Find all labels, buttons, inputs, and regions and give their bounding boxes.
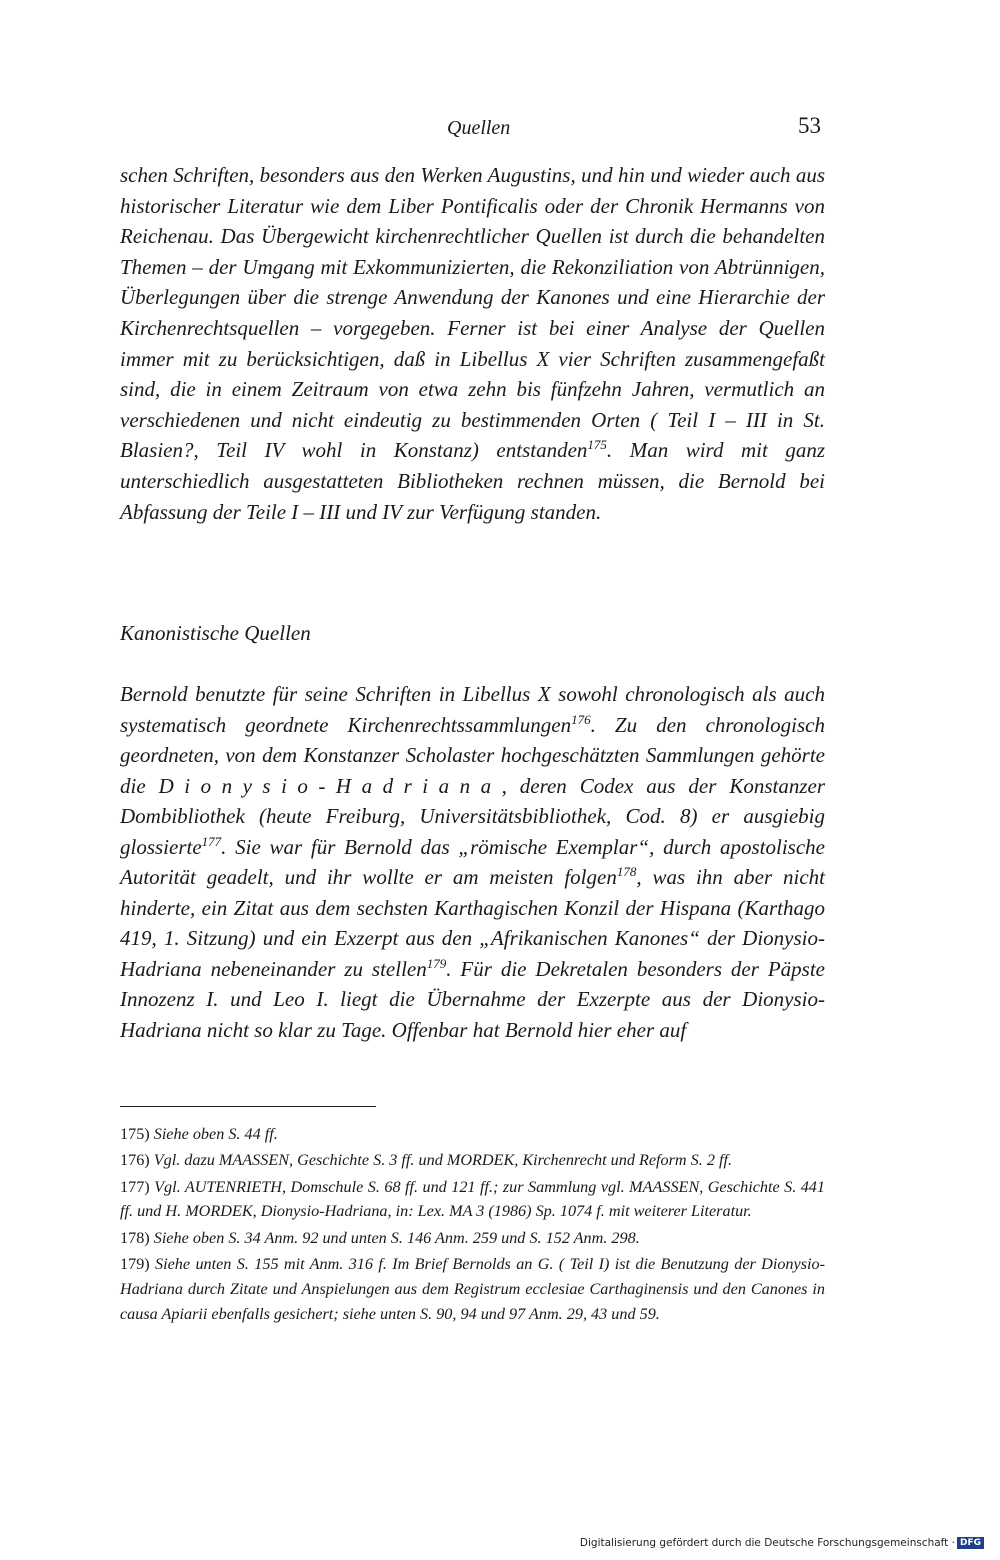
footnote-ref-177[interactable]: 177 [201, 833, 222, 849]
dfg-logo: DFG [957, 1537, 984, 1549]
running-title: Quellen [447, 117, 511, 139]
footnote-text: Siehe oben S. 44 ff. [153, 1125, 278, 1143]
footnote-ref-176[interactable]: 176 [571, 711, 591, 727]
footnote-number: 176) [120, 1151, 150, 1170]
footnote-ref-179[interactable]: 179 [426, 955, 447, 971]
footnote-178 [120, 1226, 825, 1251]
footnote-179 [120, 1252, 825, 1326]
digitization-footer [580, 1537, 984, 1549]
footnote-number: 175) [120, 1125, 150, 1143]
paragraph-1-text: schen Schriften, besonders aus den Werken Augustins, und hin und wieder auch aus historischer Literatur wie dem Liber Pontificalis oder der Chronik Hermanns von Reichenau. Das Übergewicht kirchenrechtlicher Quellen ist durch die behandelten Themen – der Umgang mit Exkommunizierten, die Rekonziliation von Abtrünnigen, Überlegungen über die strenge Anwendung der Kanones und eine Hierarchie der Kirchenrechtsquellen – vorgegeben. Ferner ist bei einer Analyse der Quellen immer mit zu berücksichtigen, daß in Libellus X vier Schriften zusammengefaßt sind, die in einem Zeitraum von etwa zehn bis fünfzehn Jahren, vermutlich an verschiedenen und nicht eindeutig zu bestimmenden Orten ( Teil I – III in St. Blasien?, Teil IV wohl in Konstanz) entstanden [120, 163, 825, 463]
footnote-text: Vgl. AUTENRIETH, Domschule S. 68 ff. und 121 ff.; zur Sammlung vgl. MAASSEN, Geschichte S. 441 ff. und H. MORDEK, Dionysio-Hadriana, in: Lex. MA 3 (1986) Sp. 1074 f. mit weiterer Literatur. [120, 1177, 825, 1221]
footnote-ref-175[interactable]: 175 [587, 437, 607, 453]
paragraph-2-part-2: . Zu den chronologisch geordneten, von dem Konstanzer Scholaster hochgeschätzten Sammlungen gehörte die [120, 712, 825, 798]
footnote-number: 179) [120, 1254, 150, 1273]
footnote-175 [120, 1122, 825, 1147]
paragraph-1-tail: . Man wird mit ganz unterschiedlich ausgestatteten Bibliotheken rechnen müssen, die Bernold bei Abfassung der Teile I – III und IV zur Verfügung standen. [120, 438, 826, 524]
body-paragraph-2 [120, 679, 825, 1045]
running-header [0, 113, 1000, 147]
footnote-number: 177) [120, 1177, 150, 1196]
footnote-176 [120, 1148, 825, 1173]
spaced-collection-name: Dionysio-Hadriana [158, 773, 502, 798]
footnote-text: Vgl. dazu MAASSEN, Geschichte S. 3 ff. und MORDEK, Kirchenrecht und Reform S. 2 ff. [153, 1151, 733, 1170]
page-number: 53 [798, 113, 821, 138]
body-paragraph-1 [120, 160, 825, 527]
paragraph-2-part-4: . Sie war für Bernold das „römische Exemplar“, durch apostolische Autorität geadelt, und ihr wollte er am meisten folgen [120, 834, 825, 889]
footnote-text: Siehe oben S. 34 Anm. 92 und unten S. 146 Anm. 259 und S. 152 Anm. 298. [153, 1228, 640, 1247]
paragraph-2-part-6: . Für die Dekretalen besonders der Päpste Innozenz I. und Leo I. liegt die Übernahme der Exzerpte aus der Dionysio-Hadriana nicht so klar zu Tage. Offenbar hat Bernold hier eher auf [120, 956, 825, 1042]
footnote-number: 178) [120, 1228, 150, 1247]
footer-text: Digitalisierung gefördert durch die Deutsche Forschungsgemeinschaft · [579, 1537, 955, 1549]
section-heading: Kanonistische Quellen [120, 621, 311, 645]
paragraph-2-part-3: , deren Codex aus der Konstanzer Dombibliothek (heute Freiburg, Universitätsbibliothek, Cod. 8) er ausgiebig glossierte [120, 773, 826, 859]
footnote-text: Siehe unten S. 155 mit Anm. 316 f. Im Brief Bernolds an G. ( Teil I) ist die Benutzung der Dionysio-Hadriana durch Zitate und Anspielungen aus dem Registrum ecclesiae Carthaginensis und den Canones in causa Apiarii ebenfalls gesichert; siehe unten S. 90, 94 und 97 Anm. 29, 43 und 59. [120, 1254, 825, 1323]
paragraph-2-part-1: Bernold benutzte für seine Schriften in Libellus X sowohl chronologisch als auch systematisch geordnete Kirchenrechtssammlungen [120, 682, 825, 737]
footnotes-list [120, 1122, 825, 1328]
paragraph-2-part-5: , was ihn aber nicht hinderte, ein Zitat aus dem sechsten Karthagischen Konzil der Hispana (Karthago 419, 1. Sitzung) und ein Exzerpt aus den „Afrikanischen Kanones“ der Dionysio-Hadriana nebeneinander zu stellen [120, 865, 825, 981]
footnote-ref-178[interactable]: 178 [616, 864, 637, 879]
footnote-divider [120, 1106, 376, 1107]
footnote-177 [120, 1175, 825, 1225]
